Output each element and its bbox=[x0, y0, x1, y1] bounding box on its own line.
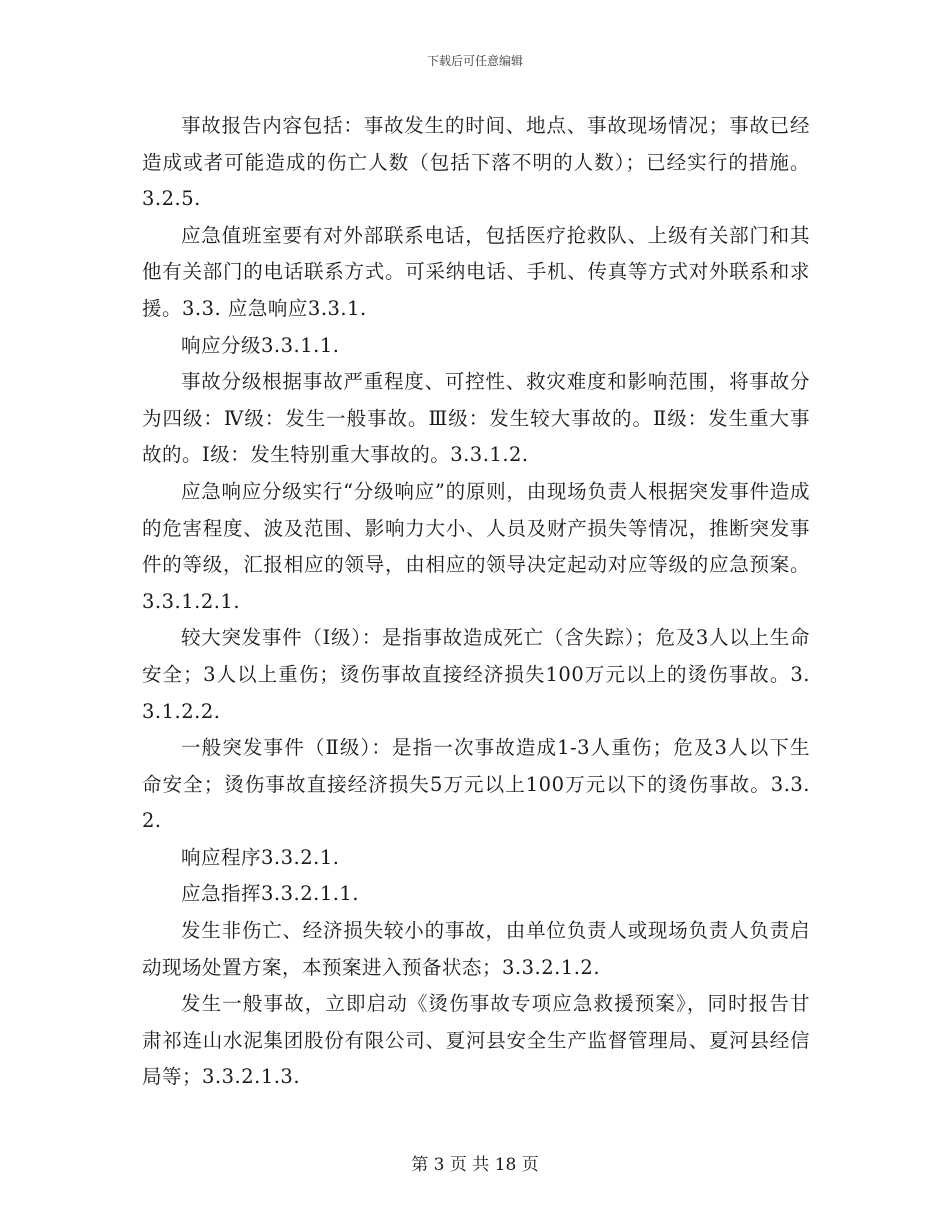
document-body bbox=[142, 108, 810, 1096]
paragraph: 事故报告内容包括：事故发生的时间、地点、事故现场情况；事故已经造成或者可能造成的伤亡人数（包括下落不明的人数）；已经实行的措施。3.2.5. bbox=[142, 114, 810, 211]
paragraph: 发生一般事故，立即启动《烫伤事故专项应急救援预案》，同时报告甘肃祁连山水泥集团股份有限公司、夏河县安全生产监督管理局、夏河县经信局等；3.3.2.1.3. bbox=[142, 992, 810, 1089]
paragraph: 事故分级根据事故严重程度、可控性、救灾难度和影响范围，将事故分为四级：Ⅳ级：发生一般事故。Ⅲ级：发生较大事故的。Ⅱ级：发生重大事故的。Ⅰ级：发生特别重大事故的。3.3.1.2. bbox=[142, 370, 810, 467]
paragraph: 应急指挥3.3.2.1.1. bbox=[181, 882, 360, 906]
paragraph: 一般突发事件（Ⅱ级）：是指一次事故造成1-3人重伤；危及3人以下生命安全；烫伤事故直接经济损失5万元以上100万元以下的烫伤事故。3.3.2. bbox=[142, 736, 810, 833]
paragraph: 应急值班室要有对外部联系电话，包括医疗抢救队、上级有关部门和其他有关部门的电话联系方式。可采纳电话、手机、传真等方式对外联系和求援。3.3. 应急响应3.3.1. bbox=[142, 223, 810, 320]
page-header-note: 下载后可任意编辑 bbox=[426, 54, 523, 68]
paragraph: 响应分级3.3.1.1. bbox=[181, 333, 340, 357]
paragraph: 应急响应分级实行“分级响应”的原则，由现场负责人根据突发事件造成的危害程度、波及范围、影响力大小、人员及财产损失等情况，推断突发事件的等级，汇报相应的领导，由相应的领导决定起动对应等级的应急预案。3.3.1.2.1. bbox=[142, 479, 810, 613]
paragraph: 发生非伤亡、经济损失较小的事故，由单位负责人或现场负责人负责启动现场处置方案，本预案进入预备状态；3.3.2.1.2. bbox=[142, 919, 810, 979]
page-number: 第 3 页 共 18 页 bbox=[411, 1155, 539, 1175]
paragraph: 较大突发事件（Ⅰ级）：是指事故造成死亡（含失踪）；危及3人以上生命安全；3人以上重伤；烫伤事故直接经济损失100万元以上的烫伤事故。3.3.1.2.2. bbox=[142, 626, 810, 723]
paragraph: 响应程序3.3.2.1. bbox=[181, 845, 340, 869]
